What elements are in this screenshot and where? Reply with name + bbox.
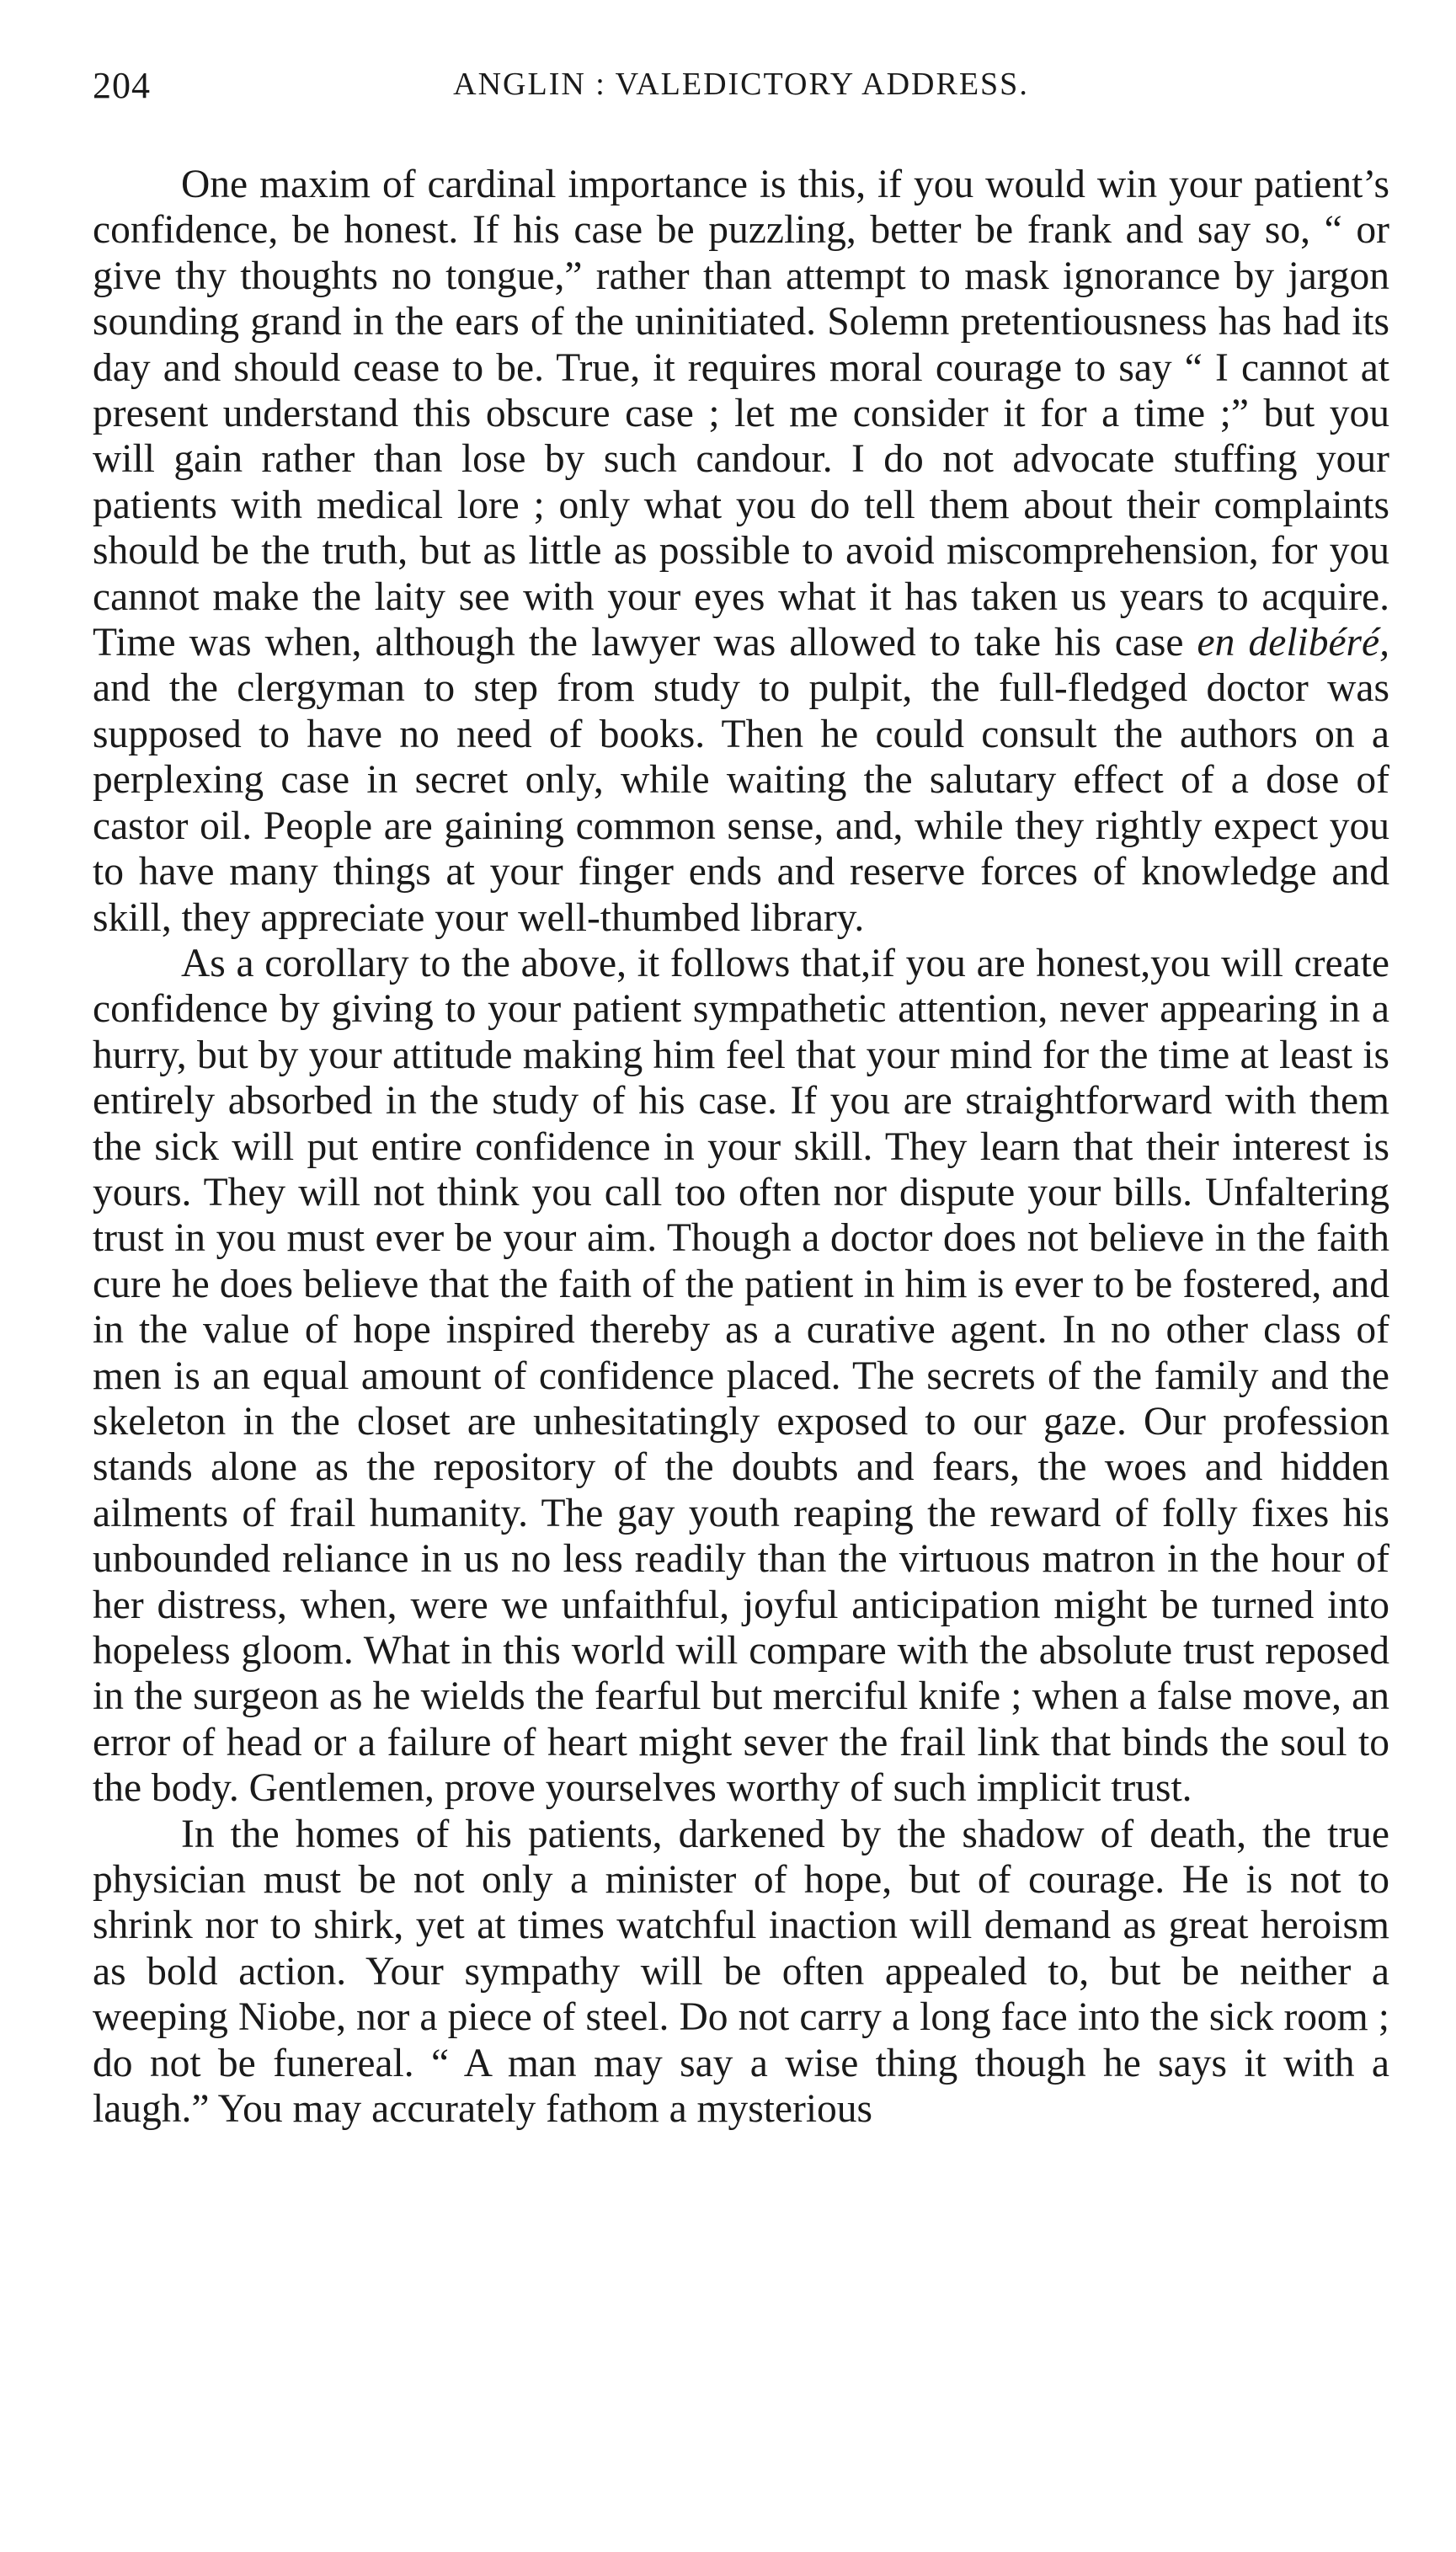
- italic-phrase: en delibéré,: [1197, 621, 1389, 665]
- paragraph-1-text-b: and the clergyman to step from study to pulpit, the full-fledged doctor was supposed to have no need of books. Then he could consult the authors on a perplexing case in secret only, while waiting the salutary effect of a dose of castor oil. People are gaining common sense, and, while they rightly expect you to have many things at your finger ends and reserve forces of knowledge and skill, they appreciate your well-thumbed library.: [93, 666, 1389, 940]
- paragraph-3: In the homes of his patients, darkened by the shadow of death, the true physician must be not only a minister of hope, but of courage. He is not to shrink nor to shirk, yet at times watchful inaction will demand as great heroism as bold action. Your sympathy will be often appealed to, but be neither a weeping Niobe, nor a piece of steel. Do not carry a long face into the sick room ; do not be funereal. “ A man may say a wise thing though he says it with a laugh.” You may accurately fathom a mysterious: [93, 1812, 1389, 2132]
- book-page: [93, 59, 1389, 2518]
- body-text: [93, 162, 1389, 2132]
- paragraph-2: As a corollary to the above, it follows that,if you are honest,you will create confidence by giving to your patient sympathetic attention, never appearing in a hurry, but by your attitude making him feel that your mind for the time at least is entirely absorbed in the study of his case. If you are straightforward with them the sick will put entire confidence in your skill. They learn that their interest is yours. They will not think you call too often nor dispute your bills. Unfaltering trust in you must ever be your aim. Though a doctor does not believe in the faith cure he does believe that the faith of the patient in him is ever to be fostered, and in the value of hope inspired thereby as a curative agent. In no other class of men is an equal amount of confidence placed. The secrets of the family and the skeleton in the closet are unhesitatingly exposed to our gaze. Our profession stands alone as the repository of the doubts and fears, the woes and hidden ailments of frail humanity. The gay youth reaping the reward of folly fixes his unbounded reliance in us no less readily than the virtuous matron in the hour of her distress, when, were we unfaithful, joyful anticipation might be turned into hopeless gloom. What in this world will compare with the absolute trust reposed in the surgeon as he wields the fearful but merciful knife ; when a false move, an error of head or a failure of heart might sever the frail link that binds the soul to the body. Gentlemen, prove yourselves worthy of such implicit trust.: [93, 941, 1389, 1811]
- paragraph-1: [93, 162, 1389, 941]
- running-title: ANGLIN : VALEDICTORY ADDRESS.: [453, 67, 1029, 102]
- running-head: [93, 59, 1389, 118]
- paragraph-1-text-a: One maxim of cardinal importance is this, if you would win your patient’s confidence, be honest. If his case be puzzling, better be frank and say so, “ or give thy thoughts no tongue,” rather than attempt to mask ignorance by jargon sounding grand in the ears of the uninitiated. Solemn pretentiousness has had its day and should cease to be. True, it requires moral courage to say “ I cannot at present understand this obscure case ; let me consider it for a time ;” but you will gain rather than lose by such candour. I do not advocate stuffing your patients with medical lore ; only what you do tell them about their complaints should be the truth, but as little as possible to avoid miscomprehension, for you cannot make the laity see with your eyes what it has taken us years to acquire. Time was when, although the lawyer was allowed to take his case: [93, 163, 1389, 665]
- page-number: 204: [93, 65, 151, 106]
